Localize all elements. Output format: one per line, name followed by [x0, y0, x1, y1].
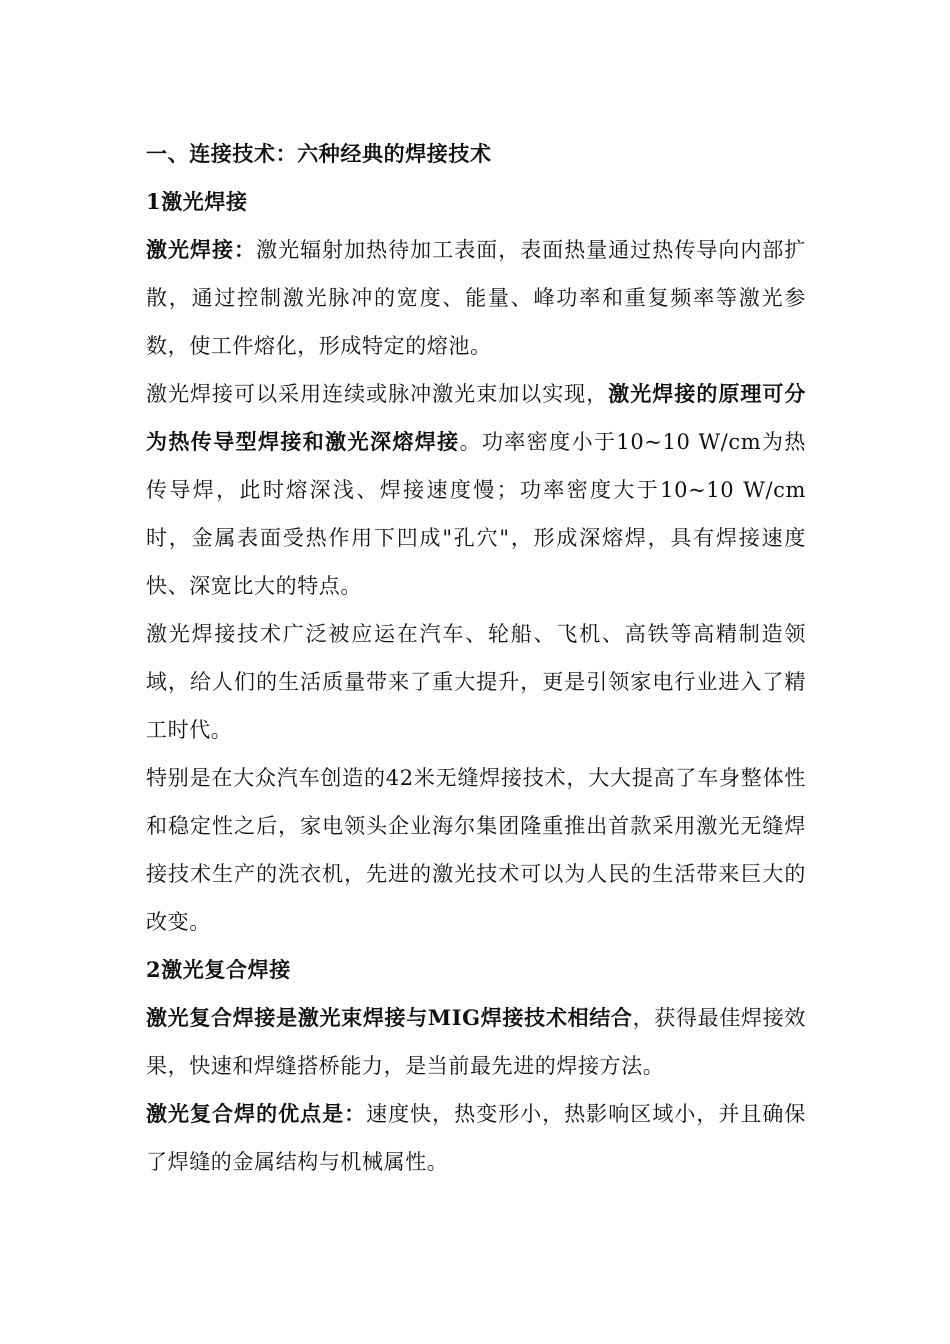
section-title: 一、连接技术：六种经典的焊接技术: [146, 141, 492, 166]
paragraph-laser-welding-definition: [146, 226, 806, 370]
bold-term: 激光焊接：: [146, 237, 257, 262]
paragraph-hybrid-welding-advantages: [146, 1090, 806, 1186]
paragraph-hybrid-welding-definition: [146, 994, 806, 1090]
bold-term: 激光复合焊接是激光束焊接与MIG焊接技术相结合: [146, 1005, 633, 1030]
paragraph-text: 。功率密度小于10~10 W/cm为热传导焊，此时熔深浅、焊接速度慢；功率密度大于10~10 W/cm时，金属表面受热作用下凹成"孔穴"，形成深熔焊，具有焊接速度快、深宽比大的特点。: [146, 430, 807, 598]
paragraph-text: ，获得最佳焊接效果，快速和焊缝搭桥能力，是当前最先进的焊接方法。: [146, 1006, 806, 1078]
paragraph-text: 激光焊接可以采用连续或脉冲激光束加以实现，: [146, 382, 609, 406]
document-body: [146, 130, 806, 1186]
paragraph-laser-welding-examples: 特别是在大众汽车创造的42米无缝焊接技术，大大提高了车身整体性和稳定性之后，家电领头企业海尔集团隆重推出首款采用激光无缝焊接技术生产的洗衣机，先进的激光技术可以为人民的生活带来巨大的改变。: [146, 766, 806, 934]
bold-term: 激光焊接的原理可分为热传导型焊接和激光深熔焊接: [146, 381, 806, 454]
paragraph-laser-welding-principle: [146, 370, 806, 610]
paragraph-text: 速度快，热变形小，热影响区域小，并且确保了焊缝的金属结构与机械属性。: [146, 1102, 807, 1174]
bold-term: 激光复合焊的优点是：: [146, 1101, 367, 1126]
paragraph-text: 激光辐射加热待加工表面，表面热量通过热传导向内部扩散，通过控制激光脉冲的宽度、能量、峰功率和重复频率等激光参数，使工件熔化，形成特定的熔池。: [146, 238, 807, 358]
subsection-title-hybrid-welding: 2激光复合焊接: [146, 957, 291, 982]
paragraph-laser-welding-applications: 激光焊接技术广泛被应运在汽车、轮船、飞机、高铁等高精制造领域，给人们的生活质量带来了重大提升，更是引领家电行业进入了精工时代。: [146, 622, 806, 742]
subsection-title-laser-welding: 1激光焊接: [146, 189, 248, 214]
